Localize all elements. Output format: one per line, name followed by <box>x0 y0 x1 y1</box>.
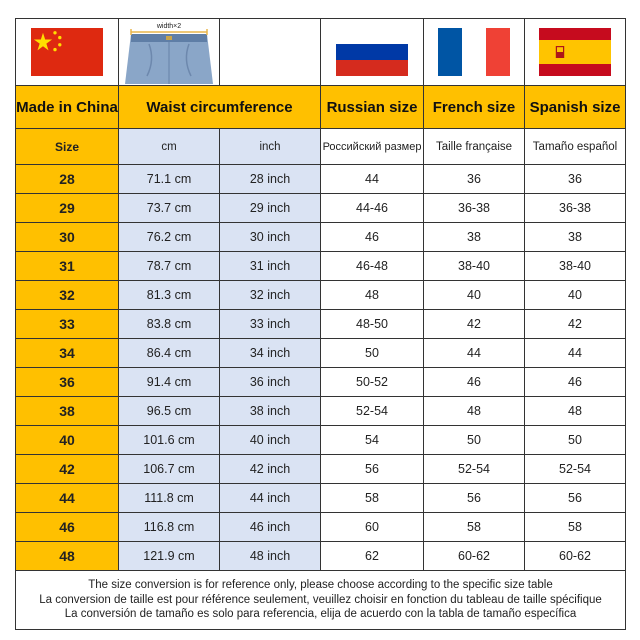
row-spanish: 36-38 <box>525 194 626 223</box>
row-spanish: 46 <box>525 368 626 397</box>
row-spanish: 38-40 <box>525 252 626 281</box>
table-row <box>16 368 626 397</box>
row-inch: 40 inch <box>220 426 321 455</box>
table-row <box>16 252 626 281</box>
row-cm: 83.8 cm <box>119 310 220 339</box>
header-waist: Waist circumference <box>119 86 321 129</box>
row-spanish: 52-54 <box>525 455 626 484</box>
row-french: 38 <box>424 223 525 252</box>
table-row <box>16 455 626 484</box>
unit-size: Size <box>16 129 119 165</box>
row-spanish: 40 <box>525 281 626 310</box>
row-french: 36 <box>424 165 525 194</box>
jeans-image-cell <box>119 19 220 86</box>
row-french: 38-40 <box>424 252 525 281</box>
row-spanish: 42 <box>525 310 626 339</box>
row-inch: 44 inch <box>220 484 321 513</box>
row-size: 31 <box>16 252 119 281</box>
row-russian: 50-52 <box>321 368 424 397</box>
flag-row <box>16 19 626 86</box>
row-french: 36-38 <box>424 194 525 223</box>
row-inch: 38 inch <box>220 397 321 426</box>
row-cm: 116.8 cm <box>119 513 220 542</box>
row-french: 44 <box>424 339 525 368</box>
table-row <box>16 542 626 571</box>
row-cm: 73.7 cm <box>119 194 220 223</box>
row-size: 32 <box>16 281 119 310</box>
size-rows <box>16 165 626 571</box>
footer-row <box>16 571 626 630</box>
row-inch: 42 inch <box>220 455 321 484</box>
footer-line-en: The size conversion is for reference only, please choose according to the specific size table <box>88 579 553 592</box>
unit-french: Taille française <box>424 129 525 165</box>
row-russian: 46-48 <box>321 252 424 281</box>
row-spanish: 56 <box>525 484 626 513</box>
row-size: 42 <box>16 455 119 484</box>
row-french: 52-54 <box>424 455 525 484</box>
header-row <box>16 86 626 129</box>
row-russian: 44 <box>321 165 424 194</box>
row-spanish: 58 <box>525 513 626 542</box>
header-made-in: Made in China <box>16 86 119 129</box>
row-cm: 96.5 cm <box>119 397 220 426</box>
row-inch: 31 inch <box>220 252 321 281</box>
row-spanish: 60-62 <box>525 542 626 571</box>
header-french: French size <box>424 86 525 129</box>
row-size: 29 <box>16 194 119 223</box>
row-russian: 50 <box>321 339 424 368</box>
table-row <box>16 281 626 310</box>
row-size: 28 <box>16 165 119 194</box>
row-russian: 52-54 <box>321 397 424 426</box>
table-row <box>16 194 626 223</box>
table-row <box>16 426 626 455</box>
row-french: 60-62 <box>424 542 525 571</box>
row-inch: 46 inch <box>220 513 321 542</box>
row-spanish: 48 <box>525 397 626 426</box>
row-russian: 58 <box>321 484 424 513</box>
row-size: 34 <box>16 339 119 368</box>
france-flag-icon <box>437 28 511 76</box>
row-russian: 60 <box>321 513 424 542</box>
row-inch: 30 inch <box>220 223 321 252</box>
unit-spanish: Tamaño español <box>525 129 626 165</box>
table-row <box>16 339 626 368</box>
table-row <box>16 310 626 339</box>
row-size: 30 <box>16 223 119 252</box>
row-inch: 29 inch <box>220 194 321 223</box>
row-french: 58 <box>424 513 525 542</box>
row-russian: 56 <box>321 455 424 484</box>
row-cm: 71.1 cm <box>119 165 220 194</box>
flag-cell-russia <box>321 19 424 86</box>
footer-line-es: La conversión de tamaño es solo para referencia, elija de acuerdo con la tabla de tamaño específica <box>64 608 577 621</box>
row-french: 40 <box>424 281 525 310</box>
row-inch: 48 inch <box>220 542 321 571</box>
row-size: 38 <box>16 397 119 426</box>
size-chart <box>15 18 625 625</box>
row-french: 50 <box>424 426 525 455</box>
flag-cell-spain <box>525 19 626 86</box>
row-inch: 28 inch <box>220 165 321 194</box>
row-inch: 36 inch <box>220 368 321 397</box>
row-spanish: 50 <box>525 426 626 455</box>
russia-flag-icon <box>335 28 409 76</box>
table-row <box>16 223 626 252</box>
row-cm: 91.4 cm <box>119 368 220 397</box>
row-russian: 46 <box>321 223 424 252</box>
header-russian: Russian size <box>321 86 424 129</box>
table-row <box>16 484 626 513</box>
unit-row <box>16 129 626 165</box>
jeans-waist-icon <box>119 20 219 84</box>
header-spanish: Spanish size <box>525 86 626 129</box>
row-cm: 106.7 cm <box>119 455 220 484</box>
row-size: 48 <box>16 542 119 571</box>
row-inch: 34 inch <box>220 339 321 368</box>
row-french: 42 <box>424 310 525 339</box>
flag-cell-empty <box>220 19 321 86</box>
table-row <box>16 165 626 194</box>
waist-measure-label: width×2 <box>156 23 182 30</box>
china-flag-icon <box>30 28 104 76</box>
spain-flag-icon <box>538 28 612 76</box>
row-french: 46 <box>424 368 525 397</box>
row-russian: 62 <box>321 542 424 571</box>
row-french: 56 <box>424 484 525 513</box>
row-cm: 81.3 cm <box>119 281 220 310</box>
flag-cell-france <box>424 19 525 86</box>
row-cm: 76.2 cm <box>119 223 220 252</box>
row-french: 48 <box>424 397 525 426</box>
row-russian: 44-46 <box>321 194 424 223</box>
row-spanish: 44 <box>525 339 626 368</box>
row-size: 46 <box>16 513 119 542</box>
row-cm: 78.7 cm <box>119 252 220 281</box>
row-size: 44 <box>16 484 119 513</box>
row-cm: 111.8 cm <box>119 484 220 513</box>
footer-note <box>16 571 626 630</box>
row-russian: 48-50 <box>321 310 424 339</box>
table-row <box>16 397 626 426</box>
footer-line-fr: La conversion de taille est pour référence seulement, veuillez choisir en fonction du tableau de taille spécifique <box>39 593 602 606</box>
row-cm: 86.4 cm <box>119 339 220 368</box>
row-russian: 54 <box>321 426 424 455</box>
flag-cell-china <box>16 19 119 86</box>
row-size: 33 <box>16 310 119 339</box>
row-inch: 32 inch <box>220 281 321 310</box>
table-row <box>16 513 626 542</box>
unit-cm: cm <box>119 129 220 165</box>
row-spanish: 38 <box>525 223 626 252</box>
row-cm: 101.6 cm <box>119 426 220 455</box>
row-size: 36 <box>16 368 119 397</box>
row-inch: 33 inch <box>220 310 321 339</box>
row-cm: 121.9 cm <box>119 542 220 571</box>
unit-russian: Российский размер <box>321 129 424 165</box>
row-russian: 48 <box>321 281 424 310</box>
row-size: 40 <box>16 426 119 455</box>
size-table <box>15 18 626 630</box>
row-spanish: 36 <box>525 165 626 194</box>
unit-inch: inch <box>220 129 321 165</box>
